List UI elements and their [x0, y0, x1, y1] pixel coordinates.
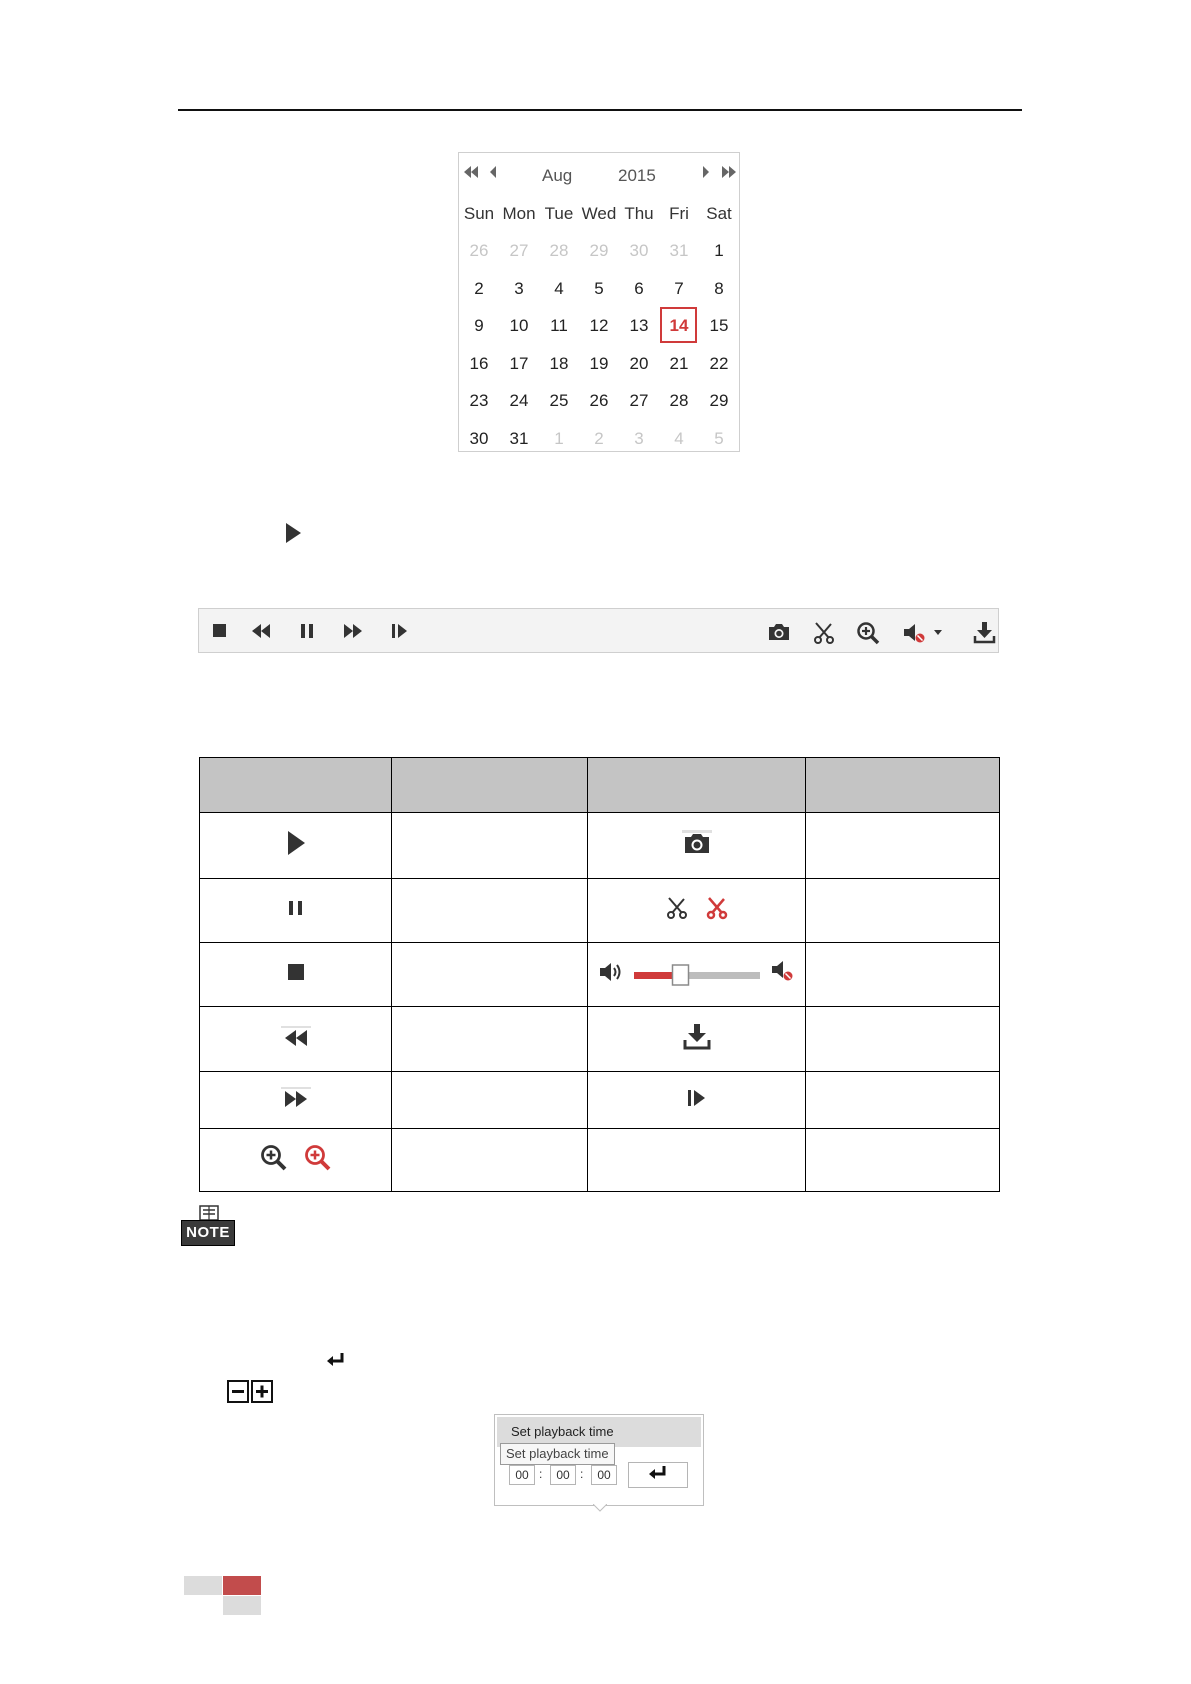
play-icon — [286, 830, 306, 861]
calendar-day[interactable]: 11 — [550, 316, 568, 336]
table-cell — [588, 1072, 806, 1129]
single-frame-icon — [686, 1088, 708, 1113]
set-playback-time-popup — [494, 1414, 704, 1506]
table-cell — [200, 943, 392, 1007]
weekday-label: Thu — [624, 203, 654, 223]
table-cell — [392, 1007, 588, 1072]
pause-icon[interactable] — [297, 621, 319, 641]
table-header-row — [200, 758, 1000, 813]
pause-icon — [286, 899, 306, 922]
calendar-day[interactable]: 7 — [674, 278, 684, 298]
calendar-grid — [459, 195, 739, 458]
enter-icon — [648, 1465, 668, 1486]
calendar-year[interactable]: 2015 — [618, 166, 656, 185]
digital-zoom-icon — [260, 1144, 288, 1177]
single-frame-icon[interactable] — [389, 621, 411, 641]
calendar-day[interactable]: 4 — [554, 278, 564, 298]
table-cell — [392, 879, 588, 943]
plus-button[interactable] — [251, 1380, 273, 1403]
calendar-day[interactable]: 19 — [589, 353, 609, 373]
calendar-day[interactable]: 31 — [669, 241, 689, 261]
calendar-day[interactable]: 12 — [589, 316, 609, 336]
volume-dropdown-icon[interactable] — [932, 621, 944, 641]
footer-block-gray — [223, 1596, 261, 1615]
table-row — [200, 813, 1000, 879]
table-cell — [392, 943, 588, 1007]
fast-forward-icon[interactable] — [342, 621, 364, 641]
table-cell — [588, 1007, 806, 1072]
table-cell — [200, 813, 392, 879]
calendar-day[interactable]: 2 — [474, 278, 484, 298]
table-row — [200, 943, 1000, 1007]
table-row — [200, 879, 1000, 943]
slow-forward-icon — [281, 1026, 311, 1053]
table-header-cell — [806, 758, 1000, 813]
slow-forward-icon[interactable] — [250, 621, 272, 641]
table-header-cell — [392, 758, 588, 813]
tooltip: Set playback time — [500, 1443, 615, 1465]
weekday-row — [459, 195, 739, 233]
calendar-day[interactable]: 20 — [629, 353, 649, 373]
volume-slider-handle[interactable] — [672, 965, 688, 985]
clip-scissors-icon[interactable] — [811, 621, 837, 641]
calendar-week-row — [459, 233, 739, 271]
calendar-day[interactable]: 6 — [634, 278, 644, 298]
camera-capture-icon[interactable] — [766, 621, 792, 641]
weekday-label: Sat — [706, 203, 732, 223]
calendar-day[interactable]: 16 — [469, 353, 489, 373]
popup-pointer — [593, 1504, 607, 1512]
calendar-week-row — [459, 420, 739, 458]
calendar-day[interactable]: 27 — [509, 241, 529, 261]
table-cell — [392, 813, 588, 879]
note-label: NOTE — [181, 1220, 235, 1246]
calendar-day[interactable]: 30 — [629, 241, 649, 261]
audio-on-icon — [598, 960, 624, 989]
volume-slider[interactable] — [634, 963, 760, 987]
next-month-icon[interactable] — [702, 165, 710, 183]
calendar-week-row — [459, 308, 739, 346]
calendar-day-selected[interactable]: 14 — [659, 311, 699, 341]
digital-zoom-icon[interactable] — [856, 621, 882, 641]
table-cell — [392, 1072, 588, 1129]
calendar-day[interactable]: 5 — [714, 428, 724, 448]
calendar-header — [459, 153, 739, 195]
popup-title: Set playback time — [497, 1417, 701, 1447]
table-cell — [806, 1072, 1000, 1129]
stop-icon[interactable] — [209, 621, 231, 641]
calendar-month[interactable]: Aug — [542, 166, 573, 185]
calendar-day[interactable]: 29 — [589, 241, 609, 261]
header-rule — [178, 109, 1022, 111]
minus-button[interactable] — [227, 1380, 249, 1403]
download-icon — [682, 1023, 712, 1056]
table-header-cell — [588, 758, 806, 813]
calendar-day[interactable]: 15 — [709, 316, 729, 336]
calendar-day[interactable]: 2 — [594, 428, 604, 448]
calendar-day[interactable]: 26 — [469, 241, 489, 261]
table-cell — [200, 1072, 392, 1129]
calendar-day[interactable]: 31 — [509, 428, 529, 448]
table-cell — [806, 1007, 1000, 1072]
prev-month-icon[interactable] — [489, 165, 497, 183]
camera-capture-icon — [682, 830, 712, 861]
calendar-day[interactable]: 3 — [634, 428, 644, 448]
weekday-label: Mon — [502, 203, 536, 223]
calendar-day[interactable]: 27 — [629, 391, 649, 411]
calendar-day[interactable]: 28 — [669, 391, 689, 411]
second-field[interactable]: 00 — [591, 1465, 617, 1485]
weekday-label: Tue — [544, 203, 574, 223]
calendar-day[interactable]: 3 — [514, 278, 524, 298]
calendar-day[interactable]: 1 — [714, 241, 724, 261]
download-icon[interactable] — [972, 621, 998, 641]
table-cell — [806, 943, 1000, 1007]
clip-scissors-icon — [664, 895, 690, 926]
calendar-day[interactable]: 23 — [469, 391, 489, 411]
table-cell — [588, 1129, 806, 1192]
footer-block-red — [223, 1576, 261, 1595]
calendar-day[interactable]: 25 — [549, 391, 569, 411]
toolbar-icons-table — [199, 757, 1000, 1192]
table-cell — [806, 879, 1000, 943]
calendar-day[interactable]: 22 — [709, 353, 729, 373]
footer-block-gray — [184, 1576, 222, 1595]
calendar-day[interactable]: 8 — [714, 278, 724, 298]
enter-icon — [326, 1352, 346, 1373]
weekday-label: Sun — [463, 203, 495, 223]
minute-field[interactable]: 00 — [550, 1465, 576, 1485]
calendar-day[interactable]: 1 — [554, 428, 564, 448]
time-separator: : — [580, 1467, 584, 1481]
table-cell — [806, 1129, 1000, 1192]
calendar-week-row — [459, 270, 739, 308]
calendar-day[interactable]: 4 — [674, 428, 684, 448]
table-row — [200, 1007, 1000, 1072]
calendar-day[interactable]: 5 — [594, 278, 604, 298]
digital-zoom-active-icon — [304, 1144, 332, 1177]
calendar-day[interactable]: 29 — [709, 391, 729, 411]
audio-muted-icon — [770, 960, 796, 989]
calendar-day[interactable]: 9 — [474, 316, 484, 336]
table-cell — [588, 813, 806, 879]
table-cell — [588, 879, 806, 943]
table-cell — [806, 813, 1000, 879]
play-icon — [286, 523, 301, 543]
calendar-day[interactable]: 24 — [509, 391, 529, 411]
fast-forward-icon — [281, 1087, 311, 1114]
clip-scissors-active-icon — [704, 895, 730, 926]
calendar-day[interactable]: 18 — [549, 353, 569, 373]
calendar-day[interactable]: 17 — [509, 353, 529, 373]
calendar-week-row — [459, 383, 739, 421]
table-header-cell — [200, 758, 392, 813]
table-cell — [200, 1129, 392, 1192]
table-cell — [200, 1007, 392, 1072]
date-picker-calendar — [458, 152, 740, 452]
calendar-day[interactable]: 30 — [469, 428, 489, 448]
weekday-label: Fri — [669, 203, 689, 223]
playback-toolbar — [198, 608, 999, 653]
calendar-day[interactable]: 10 — [509, 316, 529, 336]
stop-icon — [286, 962, 306, 987]
audio-muted-icon[interactable] — [902, 621, 928, 641]
zoom-minus-plus — [227, 1380, 276, 1405]
calendar-day[interactable]: 21 — [669, 353, 689, 373]
confirm-time-button[interactable] — [628, 1462, 688, 1488]
table-row — [200, 1072, 1000, 1129]
table-cell — [200, 879, 392, 943]
weekday-label: Wed — [581, 203, 617, 223]
time-separator: : — [539, 1467, 543, 1481]
calendar-day[interactable]: 26 — [589, 391, 609, 411]
note-badge — [181, 1204, 237, 1248]
calendar-day[interactable]: 28 — [549, 241, 569, 261]
volume-level-fill — [634, 972, 675, 979]
table-row — [200, 1129, 1000, 1192]
calendar-day[interactable]: 13 — [629, 316, 649, 336]
hour-field[interactable]: 00 — [509, 1465, 535, 1485]
table-cell — [392, 1129, 588, 1192]
next-year-icon[interactable] — [721, 165, 737, 183]
table-cell — [588, 943, 806, 1007]
calendar-week-row — [459, 345, 739, 383]
prev-year-icon[interactable] — [463, 165, 479, 183]
